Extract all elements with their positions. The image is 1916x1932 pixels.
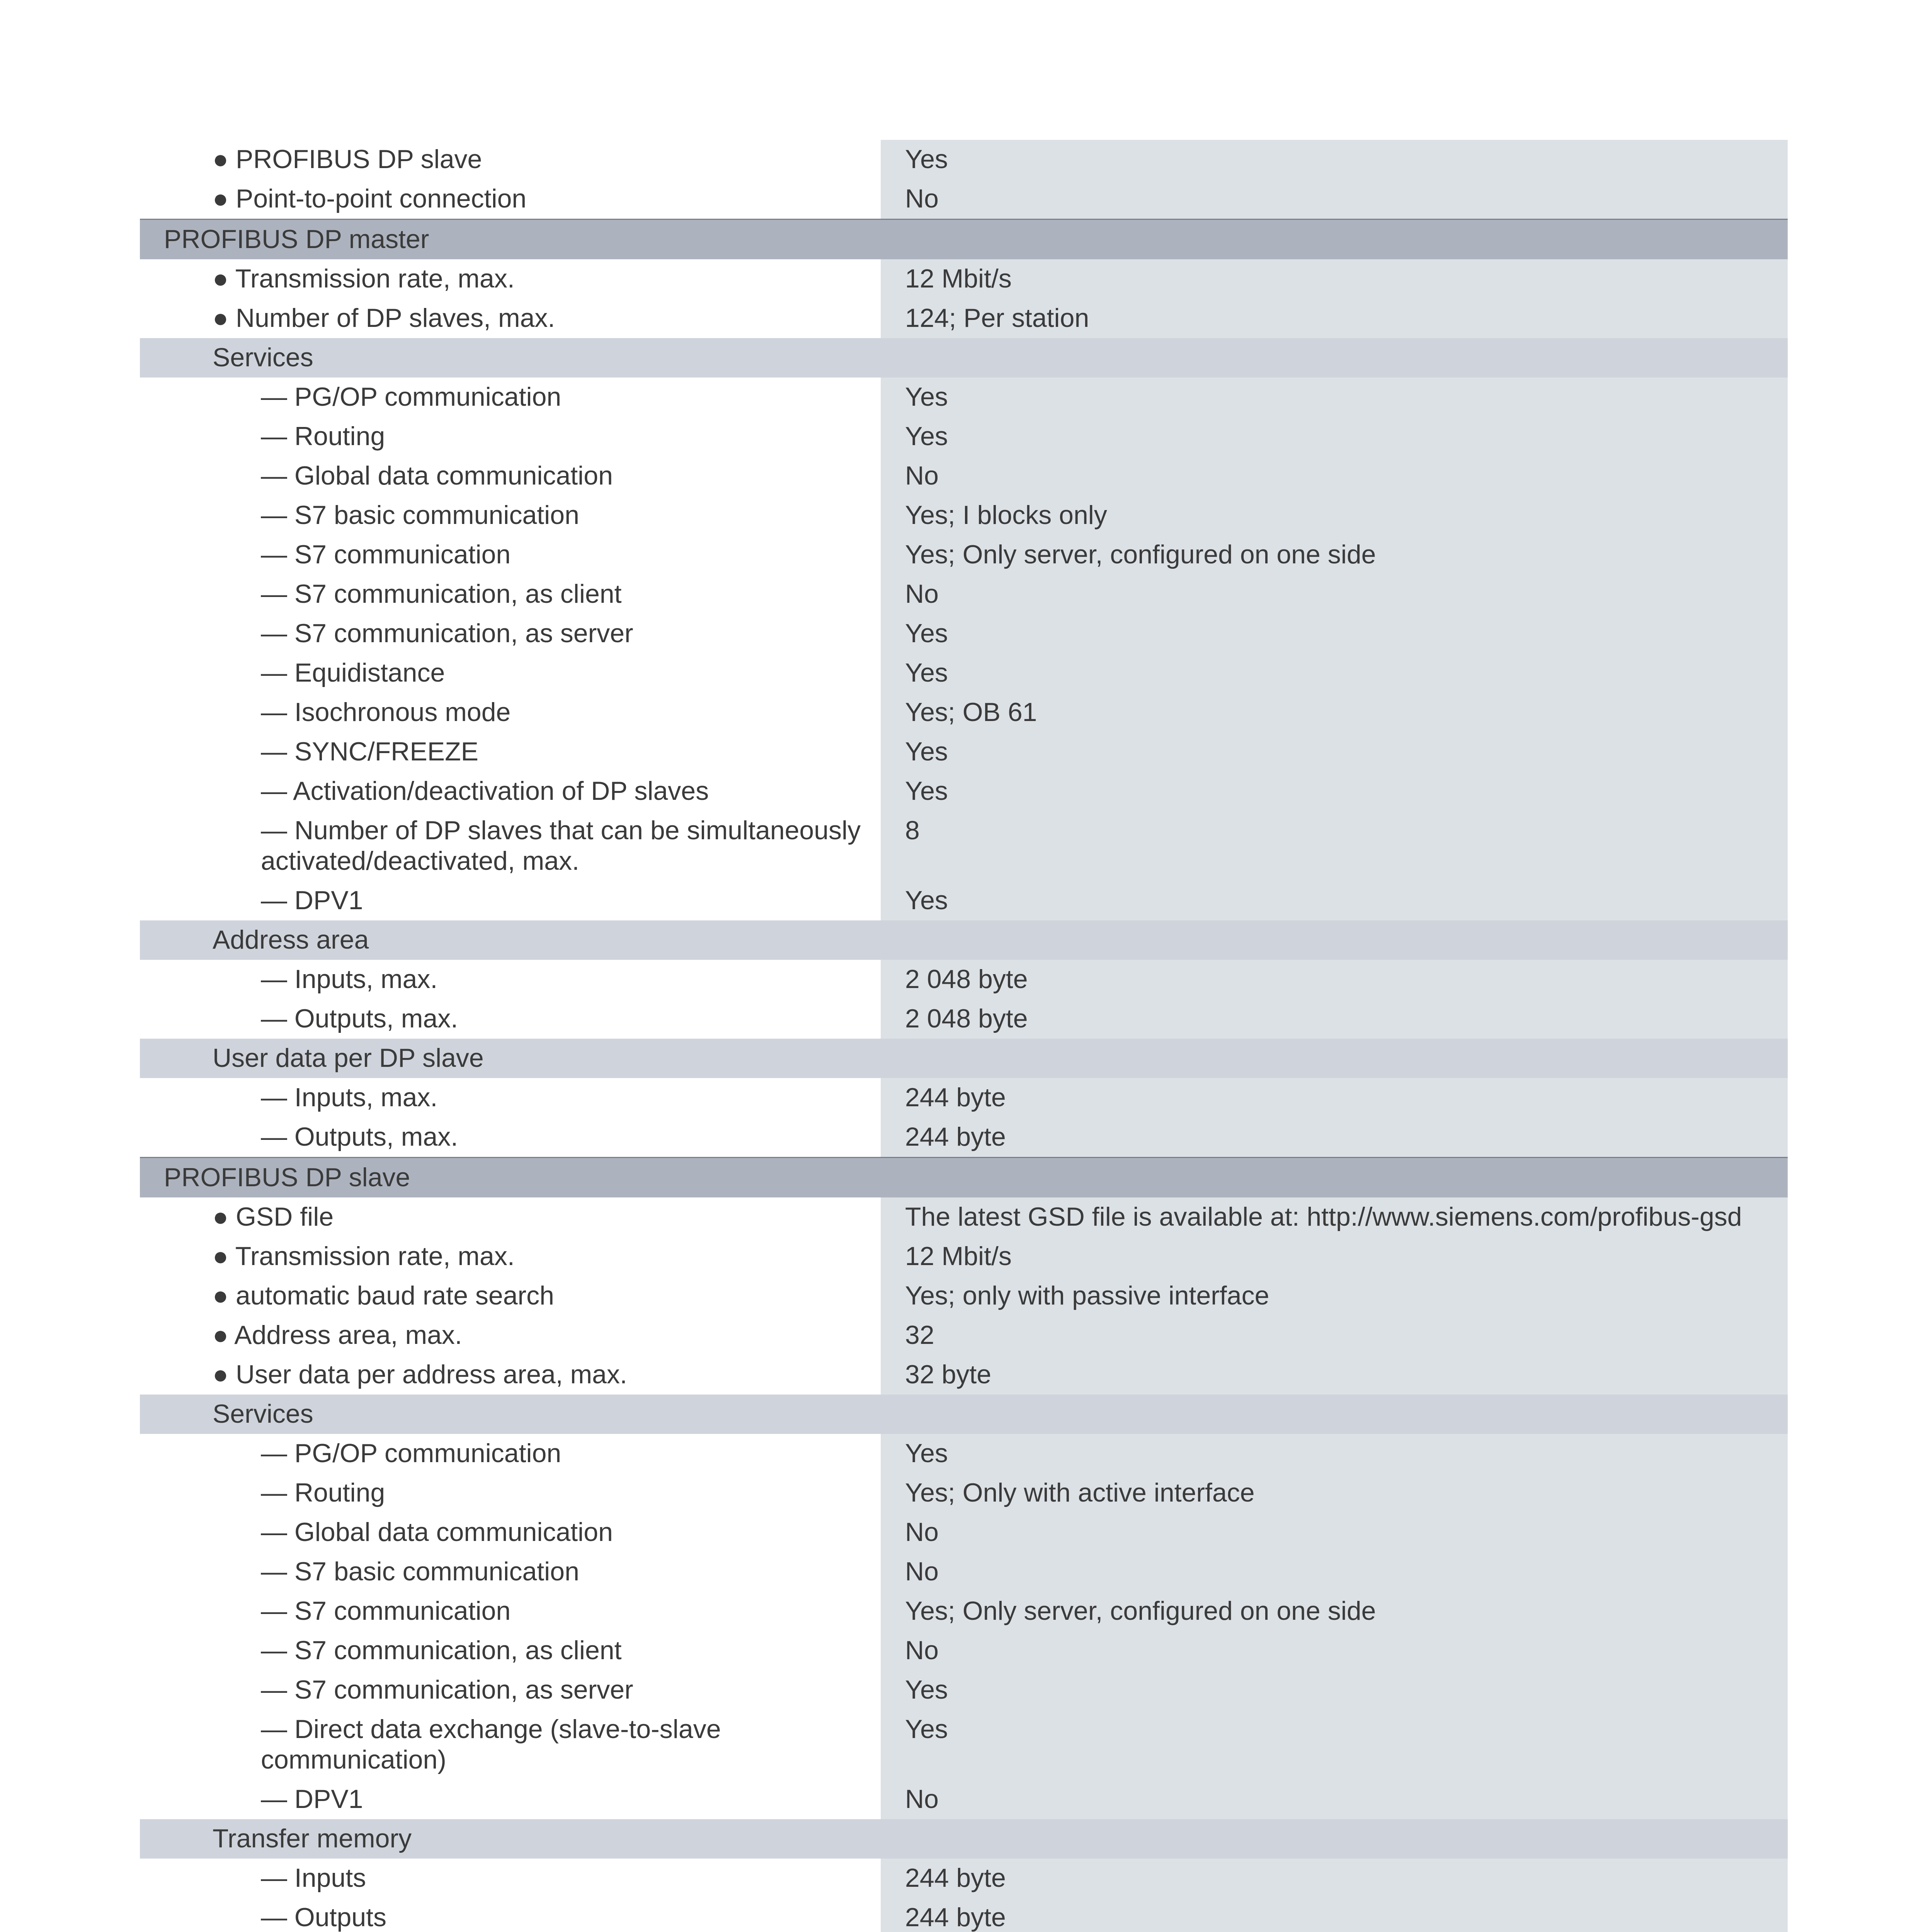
spec-label: — Global data communication — [140, 1513, 881, 1552]
section-title: User data per DP slave — [213, 1043, 484, 1073]
spec-row — [140, 653, 1788, 693]
spec-value: 32 byte — [881, 1355, 1788, 1395]
section-title: Services — [213, 343, 313, 372]
spec-row — [140, 456, 1788, 496]
spec-row — [140, 1237, 1788, 1276]
spec-label: — Number of DP slaves that can be simultaneously activated/deactivated, max. — [140, 811, 881, 881]
spec-row — [140, 811, 1788, 881]
spec-value: 2 048 byte — [881, 960, 1788, 999]
spec-row — [140, 1434, 1788, 1473]
spec-row — [140, 1078, 1788, 1117]
spec-value: No — [881, 1780, 1788, 1819]
spec-value: Yes; Only server, configured on one side — [881, 535, 1788, 575]
section-title: Transfer memory — [213, 1824, 412, 1853]
spec-value: Yes — [881, 417, 1788, 456]
spec-value: No — [881, 1513, 1788, 1552]
spec-value: 12 Mbit/s — [881, 1237, 1788, 1276]
spec-label: — Routing — [140, 417, 881, 456]
specification-table — [140, 140, 1788, 1932]
spec-value: Yes — [881, 1434, 1788, 1473]
spec-value: The latest GSD file is available at: http://www.siemens.com/profibus-gsd — [881, 1197, 1788, 1237]
spec-label: — S7 basic communication — [140, 496, 881, 535]
spec-row — [140, 772, 1788, 811]
spec-row — [140, 417, 1788, 456]
spec-row — [140, 1898, 1788, 1932]
section-header — [140, 338, 1788, 378]
spec-label: — Outputs, max. — [140, 1117, 881, 1157]
spec-row — [140, 999, 1788, 1039]
spec-label: — SYNC/FREEZE — [140, 732, 881, 772]
spec-value: 244 byte — [881, 1898, 1788, 1932]
section-header — [140, 1039, 1788, 1078]
spec-row — [140, 1197, 1788, 1237]
spec-value: Yes; only with passive interface — [881, 1276, 1788, 1316]
spec-label: — DPV1 — [140, 1780, 881, 1819]
spec-value: 244 byte — [881, 1859, 1788, 1898]
spec-value: Yes — [881, 732, 1788, 772]
spec-value: 32 — [881, 1316, 1788, 1355]
section-header — [140, 920, 1788, 960]
spec-label: ● PROFIBUS DP slave — [140, 140, 881, 179]
spec-row — [140, 1780, 1788, 1819]
spec-row — [140, 299, 1788, 338]
spec-row — [140, 1552, 1788, 1592]
spec-label: — S7 communication, as server — [140, 614, 881, 653]
spec-label: ● Point-to-point connection — [140, 179, 881, 219]
spec-row — [140, 535, 1788, 575]
spec-value: No — [881, 1631, 1788, 1670]
spec-label: — PG/OP communication — [140, 378, 881, 417]
spec-value: Yes; OB 61 — [881, 693, 1788, 732]
spec-value: Yes; Only server, configured on one side — [881, 1592, 1788, 1631]
spec-row — [140, 1710, 1788, 1780]
spec-label: — S7 communication, as server — [140, 1670, 881, 1710]
spec-label: — Outputs — [140, 1898, 881, 1932]
spec-label: — Isochronous mode — [140, 693, 881, 732]
spec-row — [140, 960, 1788, 999]
spec-row — [140, 1631, 1788, 1670]
spec-value: Yes — [881, 378, 1788, 417]
spec-value: Yes — [881, 653, 1788, 693]
section-title: PROFIBUS DP slave — [164, 1163, 410, 1192]
section-header — [140, 1395, 1788, 1434]
spec-label: — PG/OP communication — [140, 1434, 881, 1473]
spec-value: No — [881, 575, 1788, 614]
spec-row — [140, 1355, 1788, 1395]
spec-value: 244 byte — [881, 1117, 1788, 1157]
spec-label: — Routing — [140, 1473, 881, 1513]
spec-value: Yes; Only with active interface — [881, 1473, 1788, 1513]
spec-row — [140, 575, 1788, 614]
spec-label: — Activation/deactivation of DP slaves — [140, 772, 881, 811]
spec-label: — Global data communication — [140, 456, 881, 496]
spec-row — [140, 1276, 1788, 1316]
spec-label: — S7 communication, as client — [140, 575, 881, 614]
spec-value: No — [881, 1552, 1788, 1592]
spec-value: Yes — [881, 140, 1788, 179]
spec-label: — Equidistance — [140, 653, 881, 693]
spec-row — [140, 693, 1788, 732]
section-header — [140, 219, 1788, 259]
spec-value: 8 — [881, 811, 1788, 881]
spec-label: — Inputs — [140, 1859, 881, 1898]
spec-label: ● Address area, max. — [140, 1316, 881, 1355]
spec-value: 2 048 byte — [881, 999, 1788, 1039]
spec-label: — S7 basic communication — [140, 1552, 881, 1592]
spec-row — [140, 378, 1788, 417]
spec-row — [140, 1316, 1788, 1355]
spec-row — [140, 881, 1788, 920]
spec-value: Yes — [881, 1670, 1788, 1710]
spec-label: — DPV1 — [140, 881, 881, 920]
section-header — [140, 1819, 1788, 1859]
spec-value: Yes — [881, 614, 1788, 653]
spec-value: No — [881, 456, 1788, 496]
spec-label: — S7 communication — [140, 1592, 881, 1631]
spec-label: ● Transmission rate, max. — [140, 1237, 881, 1276]
spec-row — [140, 1513, 1788, 1552]
spec-label: — S7 communication, as client — [140, 1631, 881, 1670]
section-header — [140, 1157, 1788, 1197]
spec-row — [140, 496, 1788, 535]
spec-value: No — [881, 179, 1788, 219]
spec-value: Yes — [881, 1710, 1788, 1780]
spec-row — [140, 179, 1788, 219]
section-title: Address area — [213, 925, 369, 954]
spec-row — [140, 140, 1788, 179]
spec-value: 12 Mbit/s — [881, 259, 1788, 299]
spec-label: — Inputs, max. — [140, 1078, 881, 1117]
spec-value: Yes — [881, 881, 1788, 920]
spec-row — [140, 259, 1788, 299]
spec-label: ● Transmission rate, max. — [140, 259, 881, 299]
spec-label: — S7 communication — [140, 535, 881, 575]
spec-value: 244 byte — [881, 1078, 1788, 1117]
spec-label: ● User data per address area, max. — [140, 1355, 881, 1395]
spec-row — [140, 732, 1788, 772]
spec-label: — Inputs, max. — [140, 960, 881, 999]
spec-row — [140, 614, 1788, 653]
spec-label: — Outputs, max. — [140, 999, 881, 1039]
section-title: PROFIBUS DP master — [164, 224, 429, 254]
spec-value: Yes — [881, 772, 1788, 811]
spec-row — [140, 1592, 1788, 1631]
spec-row — [140, 1117, 1788, 1157]
spec-label: ● GSD file — [140, 1197, 881, 1237]
section-title: Services — [213, 1399, 313, 1429]
spec-label: ● Number of DP slaves, max. — [140, 299, 881, 338]
spec-row — [140, 1473, 1788, 1513]
spec-label: ● automatic baud rate search — [140, 1276, 881, 1316]
spec-row — [140, 1859, 1788, 1898]
spec-label: — Direct data exchange (slave-to-slave communication) — [140, 1710, 881, 1780]
spec-value: Yes; I blocks only — [881, 496, 1788, 535]
spec-row — [140, 1670, 1788, 1710]
spec-value: 124; Per station — [881, 299, 1788, 338]
